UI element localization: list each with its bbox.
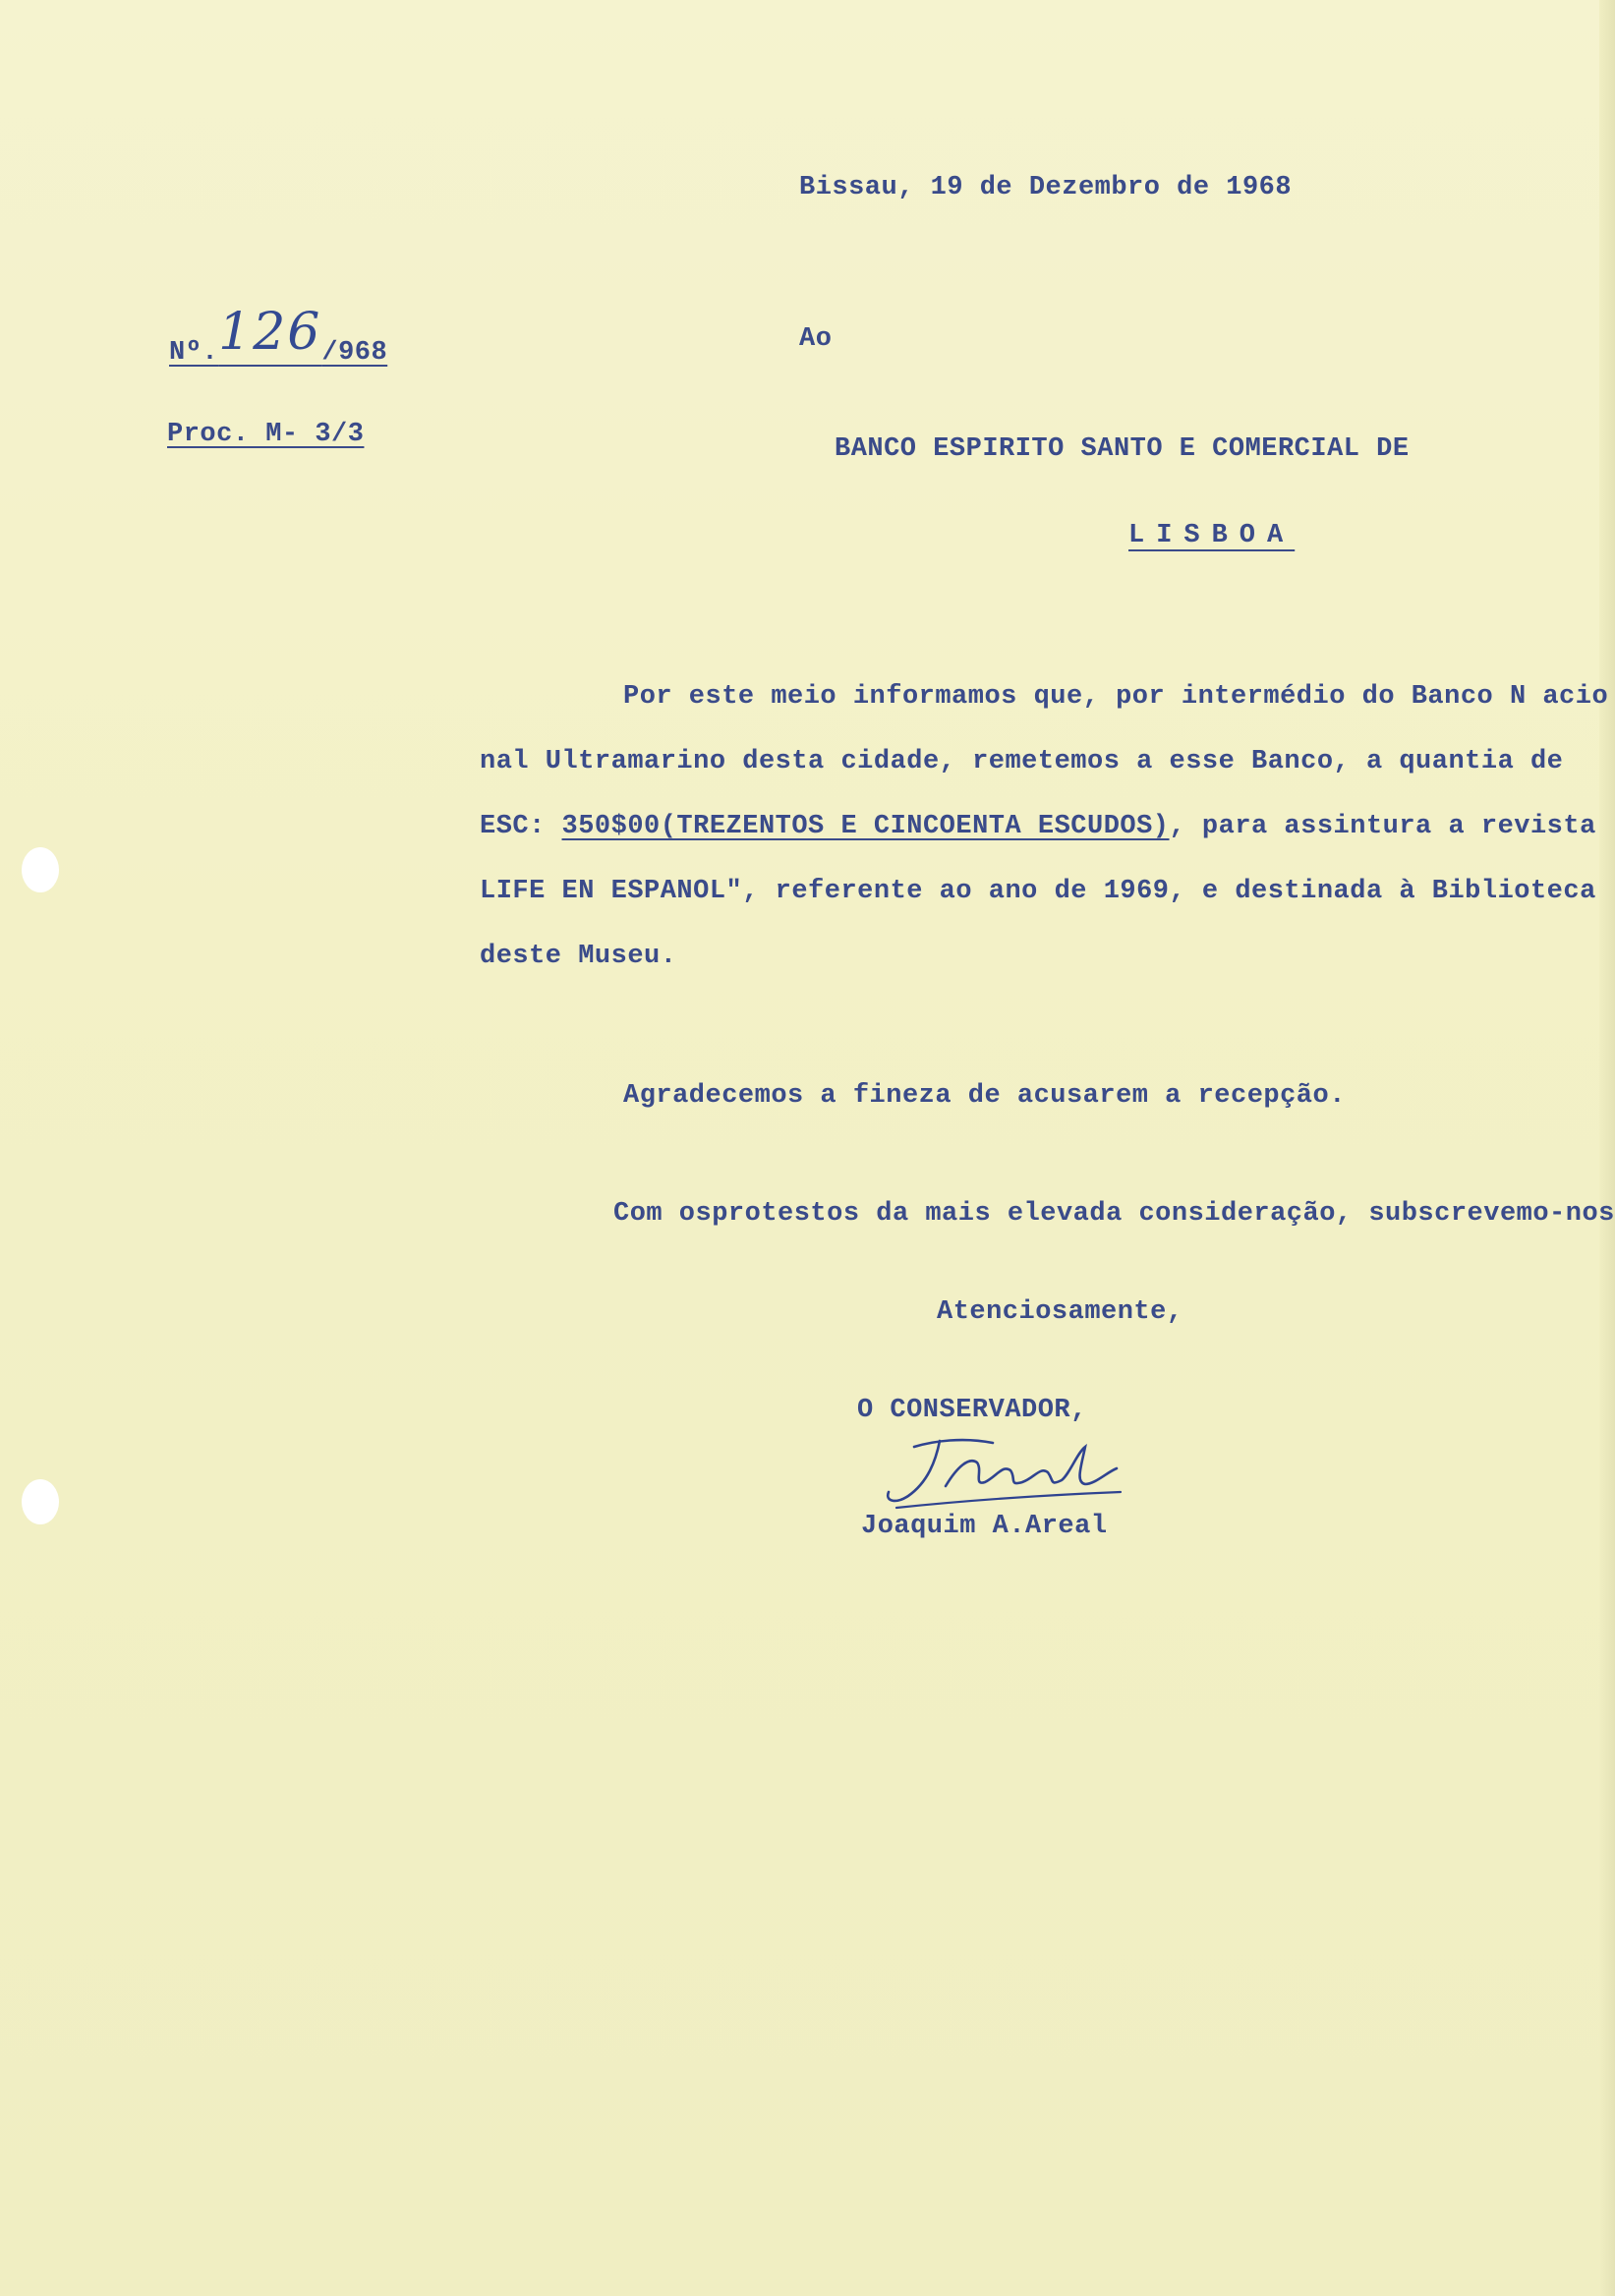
place-date: Bissau, 19 de Dezembro de 1968 [799,173,1293,202]
punch-hole-bottom [22,1479,59,1524]
recipient-name: BANCO ESPIRITO SANTO E COMERCIAL DE [835,434,1410,464]
recipient-city: LISBOA [1128,521,1296,550]
body-line-3 [480,812,1596,841]
process-reference: Proc. M- 3/3 [167,420,365,449]
body-line-1: Por este meio informamos que, por intermédio do Banco N acio [623,682,1609,712]
salutation-to: Ao [799,324,833,354]
closing: Atenciosamente, [937,1297,1183,1327]
amount-purpose: , para assintura a revista [1169,812,1596,841]
body-line-2: nal Ultramarino desta cidade, remetemos a esse Banco, a quantia de [480,747,1564,776]
punch-hole-top [22,847,59,892]
paper-edge-shadow [1599,0,1615,2296]
signer-title: O CONSERVADOR, [857,1396,1087,1425]
body-line-5: deste Museu. [480,942,677,971]
reference-prefix: Nº. [169,338,219,368]
handwritten-signature [875,1427,1130,1516]
closing-formula: Com osprotestos da mais elevada consideração, subscrevemo-nos [613,1199,1615,1229]
amount-label: ESC: [480,812,562,841]
signer-name: Joaquim A.Areal [861,1512,1108,1541]
reference-number [169,303,388,372]
handwritten-reference-number: 126 [218,303,322,362]
body-line-4: LIFE EN ESPANOL", referente ao ano de 1969, e destinada à Biblioteca [480,877,1596,906]
reference-suffix: /968 [321,338,388,368]
amount-value: 350$00(TREZENTOS E CINCOENTA ESCUDOS) [561,812,1170,841]
thanks-line: Agradecemos a fineza de acusarem a recepção. [623,1081,1346,1111]
